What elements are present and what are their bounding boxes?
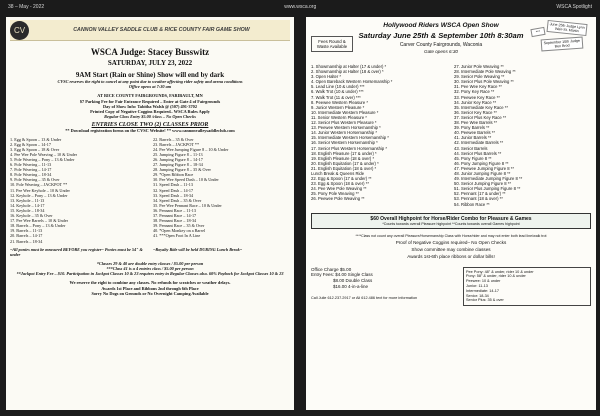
class-item: 42. Intermediate Barrels ** xyxy=(454,140,504,146)
jackpot-note: **Jackpot Entry Fee – $10. Participation in Jackpot Classes 10 & 23 requires entry in Regular Classes also. 60% Payback for Jackpot Classes 10 & 23 xyxy=(16,271,284,277)
age-division-item: Junior: 11-13 xyxy=(466,284,488,289)
left-page-flyer xyxy=(6,17,294,410)
class-rule-note: ****Class not count any overall Pleasure/Horsemanship Class with Horse/rider and may not enter both lead line/walk trot xyxy=(355,233,547,238)
flyer-header xyxy=(10,20,290,41)
highpoint-subtext: *Counts towards overall Pleasure highpoint **Counts towards overall Games highpoint xyxy=(382,221,520,226)
class-item: 29. Senior Pole Weaving ** xyxy=(454,74,505,80)
class-item: 20. English Equitation (17 & under) * xyxy=(311,160,379,166)
class-item: 39. Pony Barrels ** xyxy=(454,125,490,131)
class-item: 9. Pole Weaving – 35 & Over xyxy=(10,177,60,183)
class-item: 24. Pee Wee Pole Weaving ** xyxy=(311,186,367,192)
class-item: 28. Jumping Figure 8 – 35 & Over xyxy=(153,167,211,173)
entries-close: ENTRIES CLOSE TWO (2) CLASSES PRIOR xyxy=(91,122,209,129)
class-item: Lunch Break & Queens Ride xyxy=(311,170,365,176)
class-item: 8. Pole Weaving – 18-34 xyxy=(10,172,52,178)
day-of-show-info: Day of Show Info: Tabitha Walsh @ (507) 491-3702 xyxy=(103,103,197,109)
class-item: 15. Keyhole – 18-34 xyxy=(10,207,45,213)
class-item: 46. Pony Jumping Figure 8 ** xyxy=(454,160,509,166)
start-line: 9AM Start (Rain or Shine) Show will end by dark xyxy=(75,71,225,79)
class-item: 38. Pee Wee Barrels ** xyxy=(454,120,497,126)
class-item: 53. Pennant (18 & over) ** xyxy=(454,196,503,202)
class-item: 37. Senior Plus Key Race ** xyxy=(454,114,507,120)
class-item: 28. Intermediate Pole Weaving ** xyxy=(454,69,516,75)
class-item: 20. Barrels – 14-17 xyxy=(10,233,43,239)
class-item: 23. Egg & Spoon (18 & over) ** xyxy=(311,181,369,187)
class-item: 41. ***Open Foot In A Line xyxy=(153,233,201,239)
class-item: 10. Intermediate Western Pleasure * xyxy=(311,109,379,115)
class-item: 9. Junior Western Pleasure * xyxy=(311,104,365,110)
double-entry-note: *Classes 29 & 40 are double entry classes / $5.00 per person xyxy=(96,260,204,266)
class-item: 24. Pee Wee Jumping Figure 8 – 10 & Under xyxy=(153,146,229,152)
download-note[interactable]: ** Download registration forms on the CVSC Website! ** www.cannonvalleysaddleclub.com xyxy=(65,128,235,134)
class-item: 33. Peewee Key Race ** xyxy=(454,94,500,100)
class-item: 36. Pennant Race – 11-13 xyxy=(153,207,196,213)
flyer-header-title: CANNON VALLEY SADDLE CLUB & RICE COUNTY FAIR GAME SHOW xyxy=(73,27,250,33)
class-item: 26. Peewee Pole Weaving ** xyxy=(311,196,365,202)
pony-note: ~All ponies must be measured BEFORE you register~ Ponies must be 54" & under xyxy=(10,246,143,257)
class-item: 44. Senior Plus Barrels ** xyxy=(454,150,502,156)
class-item: 30. Senior Plus Pole Weaving ** xyxy=(454,79,514,85)
class-item: 29. *Open Ribbon Race xyxy=(153,172,194,178)
show-dates: Saturday June 25th & September 10th 8:30am xyxy=(358,31,524,40)
show-title: Hollywood Riders WSCA Open Show xyxy=(383,22,499,29)
top-bar xyxy=(0,0,600,14)
class-item: 35. Intermediate Key Race ** xyxy=(454,104,509,110)
class-item: 54. Ribbon Race ** xyxy=(454,201,490,207)
single-class-fee: Entry Fees: $4.00 Single Class xyxy=(311,272,373,278)
highpoint-text: $60 Overall Highpoint for Horse/Rider Combo for Pleasure & Games xyxy=(370,215,532,222)
site-url[interactable]: www.wsca.org xyxy=(284,4,317,10)
age-division-item: Pony: 58" & under, rider 10 & under xyxy=(466,274,526,279)
royalty-note: ~Royalty Ride will be held DURING Lunch Break~ xyxy=(153,246,243,252)
age-division-item: Peewee: 10 & under xyxy=(466,279,501,284)
judge-cards xyxy=(529,22,591,62)
class-item: 45. Pony Figure 8 ** xyxy=(454,155,492,161)
class-item: 7. Pole Weaving – 14-17 xyxy=(10,167,52,173)
class-item: 4. Open Bareback Western Horsemanship * xyxy=(311,79,393,85)
card-sept: September 10th Judge Ben Brod xyxy=(541,37,584,52)
class-item: 27. Jumping Figure 8 – 18-34 xyxy=(153,162,203,168)
class-item: 17. Pee Wee Barrels – 10 & Under xyxy=(10,218,68,224)
class-item: 37. Pennant Race – 14-17 xyxy=(153,213,197,219)
issue-date: 38 – May - 2022 xyxy=(8,4,45,10)
gates-open: Gate opens 6:30 xyxy=(424,49,458,54)
fees-box: Fees Round & Waste Available xyxy=(311,36,353,52)
class-item: 49. Intermediate Jumping Figure 8 ** xyxy=(454,176,523,182)
class-item: 32. Speed Dash – 14-17 xyxy=(153,187,194,193)
class-item: 2. Egg & Spoon – 14-17 xyxy=(10,141,51,147)
class-item: 17. Senior Plus Western Horsemanship * xyxy=(311,145,388,151)
class-item: 19. English Pleasure (18 & over) * xyxy=(311,155,375,161)
class-item: 18. Barrels – Pony – 13 & Under xyxy=(10,223,66,229)
four-in-line-fee: $16.00 4-in-a-line xyxy=(333,284,369,290)
title-block xyxy=(357,22,525,54)
age-division-item: Pee Pony: 48" & under, rider 10 & under xyxy=(466,269,534,274)
class-item: 11. Senior Western Pleasure * xyxy=(311,114,367,120)
show-date: SATURDAY, JULY 23, 2022 xyxy=(107,59,193,67)
class-item: 2. Showmanship at Halter (18 & over) * xyxy=(311,69,384,75)
flyer-header xyxy=(311,22,591,62)
age-division-item: Senior Plus: 35 & over xyxy=(466,298,504,303)
class-item: 31. Pee Wee Key Race ** xyxy=(454,84,502,90)
class-item: 51. Senior Plus Jumping Figure 8 ** xyxy=(454,186,521,192)
class-item: 38. Pennant Race – 18-34 xyxy=(153,218,197,224)
class-item: 23. Barrels – JACKPOT ** xyxy=(153,141,200,147)
class-item: 3. Open Halter * xyxy=(311,74,342,80)
class-item: 3. Egg & Spoon – 18 & Over xyxy=(10,146,60,152)
class-item: 33. Speed Dash – 18-34 xyxy=(153,192,194,198)
class-item: 50. Senior Jumping Figure 8 ** xyxy=(454,181,512,187)
class-item: 31. Speed Dash – 11-13 xyxy=(153,182,193,188)
cvsc-reserves: CVSC reserves the right to cancel at any point due to weather affecting rider safety and arena conditions xyxy=(57,79,243,84)
class-item: 16. Senior Western Horsemanship * xyxy=(311,140,378,146)
class-item: 35. Pee Wee Pennant Race – 10 & Under xyxy=(153,202,222,208)
awards-note: Awards 1st Place and Ribbons 2nd through 6th Place xyxy=(101,285,199,291)
class-item: 6. Walk Trot (10 & under) *** xyxy=(311,89,364,95)
horse-logo-icon: CV xyxy=(10,21,29,40)
class-item: 15. Intermediate Western Horsemanship * xyxy=(311,135,389,141)
judge-line: WSCA Judge: Stacey Busswitz xyxy=(90,47,210,57)
class-item: 14. Keyhole – 14-17 xyxy=(10,202,45,208)
class-item: 18. English Pleasure (17 & under) * xyxy=(311,150,377,156)
class-item: 40. Peewee Barrels ** xyxy=(454,130,495,136)
class-item: 8. Peewee Western Pleasure * xyxy=(311,99,368,105)
class-item: 22. Barrels – 35 & Over xyxy=(153,136,194,142)
location: AT RICE COUNTY FAIRGROUNDS, FARIBAULT, MN xyxy=(97,93,203,99)
class-list xyxy=(311,64,591,207)
class-column-2 xyxy=(454,64,591,207)
class-item: 6. Pole Weaving – 11-13 xyxy=(10,162,52,168)
class-item: 1. Egg & Spoon – 13 & Under xyxy=(10,136,62,142)
class-column-1 xyxy=(10,137,147,244)
class-item: 43. Senior Barrels xyxy=(454,145,488,151)
venue: Carver County Fairgrounds, Waconia xyxy=(399,42,483,48)
coggins-note: Proof of Negative Coggins required– No Open Checks xyxy=(395,239,507,245)
notes-row xyxy=(10,247,290,257)
class-item: 12. Keyhole – Pony – 13 & Under xyxy=(10,192,68,198)
coggins-note: Printed Copy of Negative Coggins Required– WSCA Rules Apply xyxy=(90,109,210,115)
class-item: 5. Pole Weaving – Pony – 13 & Under xyxy=(10,157,75,162)
card-june: June 25th Judge Lynn Weir-St. Martin xyxy=(546,20,587,37)
age-division-item: Senior: 18-34 xyxy=(466,293,489,298)
class-item: 27. Junior Pole Weaving ** xyxy=(454,64,504,69)
class-item: 19. Barrels – 11-13 xyxy=(10,228,43,234)
class-item: 41. Junior Barrels ** xyxy=(454,135,492,141)
card-small: *** xyxy=(530,27,545,38)
class-item: 11. Pee Wee Keyhole – 10 & Under xyxy=(10,187,70,193)
regular-entry-fee: Regular Class Entry $5.00 /class – No Open Checks xyxy=(104,114,196,120)
double-class-fee: $8.00 Double Class xyxy=(333,278,373,284)
class-item: 36. Senior Key Race ** xyxy=(454,109,497,115)
combine-note: Show committee may combine classes xyxy=(411,246,491,252)
fees-section xyxy=(311,267,591,307)
combine-note: We reserve the right to combine any classes. No refunds for scratches or weather delays. xyxy=(69,280,231,286)
contact-info: Call Julie 612.237.2917 or Ali 612.486 text for more information xyxy=(311,295,418,300)
class-item: 5. Lead Line (10 & under) *** xyxy=(311,84,365,90)
age-division-item: Intermediate: 14-17 xyxy=(466,288,499,293)
class-column-1 xyxy=(311,64,448,207)
class41-note: ***Class 41 is a 4 entries class / $5.00 per person xyxy=(106,265,194,271)
office-fees xyxy=(311,267,455,307)
class-item: 34. Speed Dash – 35 & Over xyxy=(153,197,202,203)
class-item: 13. Peewee Western Horsemanship * xyxy=(311,125,381,131)
no-dogs-note: Sorry No Dogs on Grounds or No Overnight Camping Available xyxy=(91,290,209,296)
class-item: 4. Pee Wee Pole Weaving – 10 & Under xyxy=(10,151,77,157)
class-item: 52. Pennant (17 & under) ** xyxy=(454,191,506,197)
class-item: 14. Junior Western Horsemanship * xyxy=(311,130,378,136)
right-page-flyer xyxy=(306,17,596,410)
class-item: 21. Barrels – 18-34 xyxy=(10,238,43,244)
class-item: 40. *Open Monkey on a Barrel xyxy=(153,228,206,234)
class-item: 47. Peewee Jumping Figure 8 ** xyxy=(454,165,515,171)
class-item: 21. English Equitation (18 & over) * xyxy=(311,165,377,171)
class-item: 13. Keyhole – 11-13 xyxy=(10,197,45,203)
class-item: 16. Keyhole – 35 & Over xyxy=(10,213,53,219)
class-item: 1. Showmanship at Halter (17 & under) * xyxy=(311,64,387,69)
class-item: 39. Pennant Race – 35 & Over xyxy=(153,223,205,229)
class-column-2 xyxy=(153,137,290,244)
class-item: 7. Walk Trot (11 & over) *** xyxy=(311,94,361,100)
class-item: 32. Pony Key Race ** xyxy=(454,89,495,95)
class-item: 10. Pole Weaving – JACKPOT ** xyxy=(10,182,68,188)
class-item: 34. Junior Key Race ** xyxy=(454,99,497,105)
class-item: 25. Jumping Figure 8 – 11-13 xyxy=(153,151,203,157)
age-divisions-box xyxy=(463,267,591,307)
class-item: 25. Pony Pole Weaving ** xyxy=(311,191,359,197)
section-name: WSCA Spotlight xyxy=(556,4,592,10)
awards-note: Awards 1st-6th place ribbons or dollar bills! xyxy=(407,253,495,259)
class-item: 48. Junior Jumping Figure 8 ** xyxy=(454,170,511,176)
highpoint-banner xyxy=(311,213,591,229)
class-item: 30. Pee Wee Speed Dash – 10 & Under xyxy=(153,177,219,183)
class-list xyxy=(10,137,290,244)
class-item: 26. Jumping Figure 8 – 14-17 xyxy=(153,157,203,162)
class-item: 12. Senior Plus Western Pleasure * xyxy=(311,120,377,126)
parking: $7 Parking Fee for Fair Entrance Required – Enter at Gate 4 of Fairgrounds xyxy=(79,98,221,104)
office-open: Office opens at 7:30 am xyxy=(128,84,172,90)
class-item: 22. Egg & Spoon (17 & under) ** xyxy=(311,176,372,182)
office-charge: Office Charge $5.00 xyxy=(311,266,352,272)
